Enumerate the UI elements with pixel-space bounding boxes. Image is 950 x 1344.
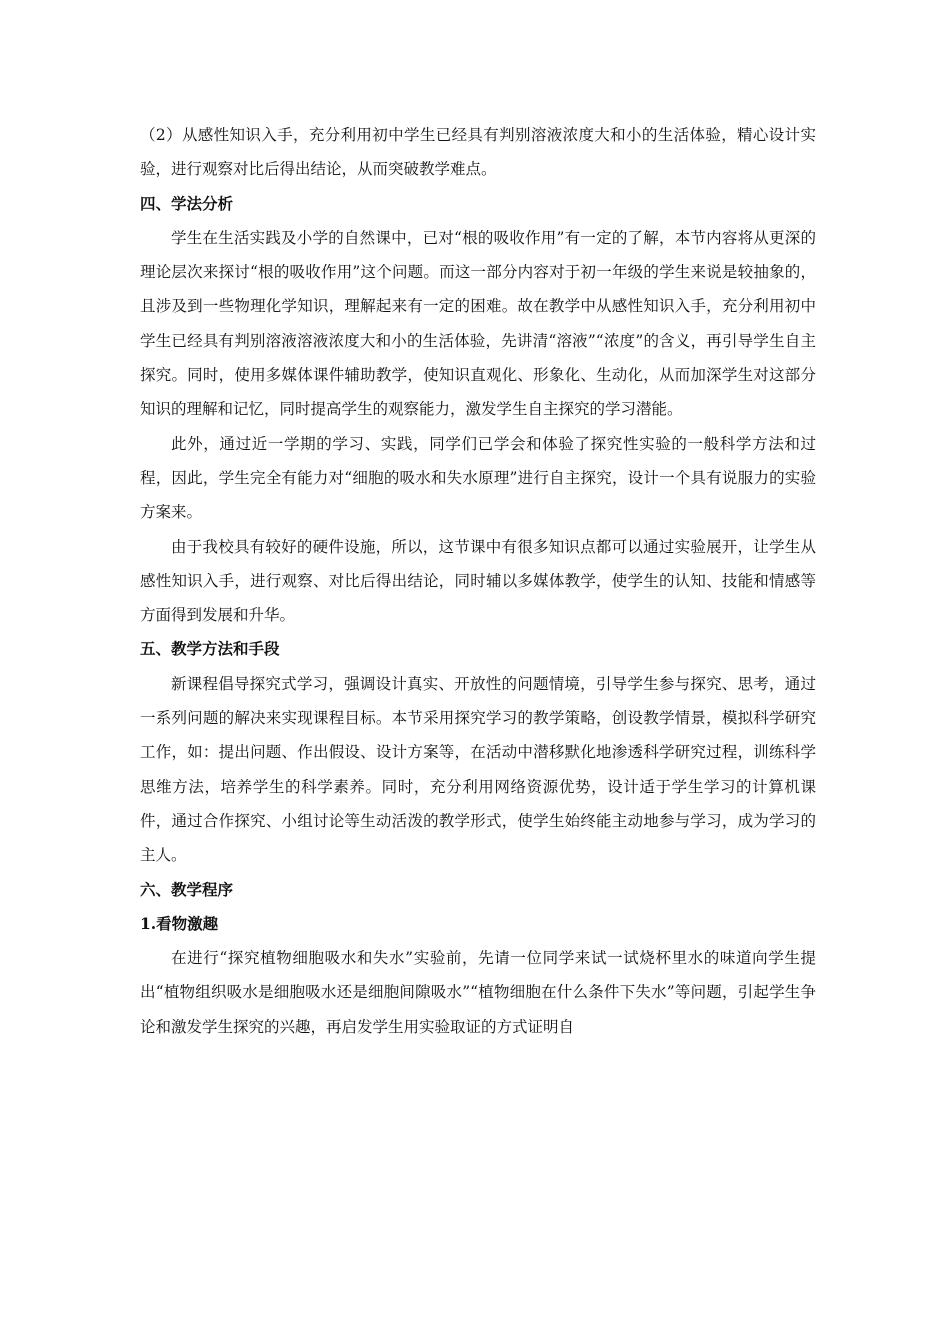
paragraph-intro: （2）从感性知识入手，充分利用初中学生已经具有判别溶液浓度大和小的生活体验，精心设计实验，进行观察对比后得出结论，从而突破教学难点。 bbox=[140, 126, 816, 179]
document-page bbox=[140, 118, 816, 1044]
paragraph-teaching-method: 新课程倡导探究式学习，强调设计真实、开放性的问题情境，引导学生参与探究、思考，通过一系列问题的解决来实现课程目标。本节采用探究学习的教学策略，创设教学情景，模拟科学研究工作，如：提出问题、作出假设、设计方案等，在活动中潜移默化地渗透科学研究过程，训练科学思维方法，培养学生的科学素养。同时，充分利用网络资源优势，设计适于学生学习的计算机课件，通过合作探究、小组讨论等生动活泼的教学形式，使学生始终能主动地参与学习，成为学习的主人。 bbox=[140, 674, 816, 865]
paragraph-learning-method-1: 学生在生活实践及小学的自然课中，已对“根的吸收作用”有一定的了解，本节内容将从更深的理论层次来探讨“根的吸收作用”这个问题。而这一部分内容对于初一年级的学生来说是较抽象的，且涉及到一些物理化学知识，理解起来有一定的困难。故在教学中从感性知识入手，充分利用初中学生已经具有判别溶液溶液浓度大和小的生活体验，先讲清“溶液”“浓度”的含义，再引导学生自主探究。同时，使用多媒体课件辅助教学，使知识直观化、形象化、生动化，从而加深学生对这部分知识的理解和记忆，同时提高学生的观察能力，激发学生自主探究的学习潜能。 bbox=[140, 228, 816, 419]
paragraph-arouse-interest: 在进行“探究植物细胞吸水和失水”实验前，先请一位同学来试一试烧杯里水的味道向学生提出“植物组织吸水是细胞吸水还是细胞间隙吸水”“植物细胞在什么条件下失水”等问题，引起学生争论和激发学生探究的兴趣，再启发学生用实验取证的方式证明自 bbox=[140, 949, 816, 1036]
section-heading-teaching-procedure: 六、教学程序 bbox=[140, 879, 234, 899]
paragraph-learning-method-2: 此外，通过近一学期的学习、实践，同学们已学会和体验了探究性实验的一般科学方法和过程，因此，学生完全有能力对“细胞的吸水和失水原理”进行自主探究，设计一个具有说服力的实验方案来。 bbox=[140, 434, 816, 522]
paragraph-learning-method-3: 由于我校具有较好的硬件设施，所以，这节课中有很多知识点都可以通过实验展开，让学生从感性知识入手，进行观察、对比后得出结论，同时辅以多媒体教学，使学生的认知、技能和情感等方面得到发展和升华。 bbox=[140, 537, 816, 625]
subsection-heading-arouse-interest: 1.看物激趣 bbox=[140, 913, 219, 933]
section-heading-learning-method: 四、学法分析 bbox=[140, 193, 234, 213]
section-heading-teaching-method: 五、教学方法和手段 bbox=[140, 639, 280, 659]
